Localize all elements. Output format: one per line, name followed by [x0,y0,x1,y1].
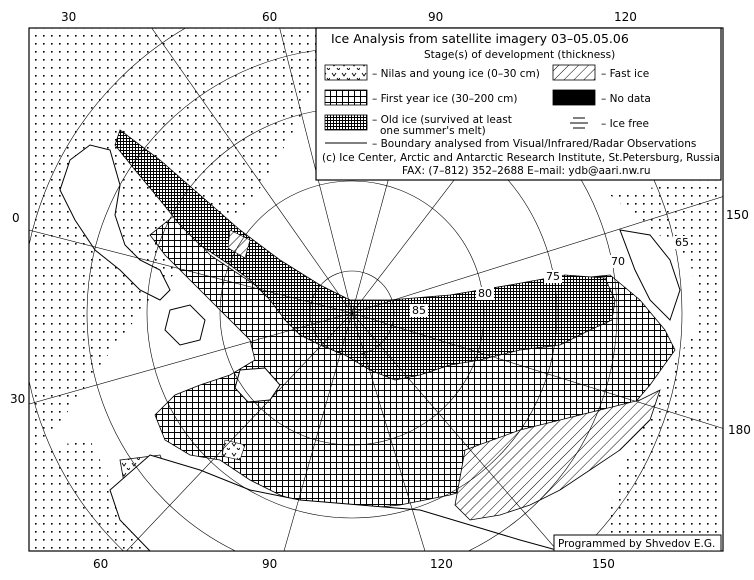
legend-item-label: – Fast ice [601,68,650,80]
legend-item-label: – Nilas and young ice (0–30 cm) [372,68,540,80]
legend-box [316,28,721,180]
legend-item-label: – Old ice (survived at least [372,114,512,126]
legend-swatch-old-ice [325,115,367,130]
legend-item-label: – First year ice (30–200 cm) [372,93,518,105]
legend-credit: (c) Ice Center, Arctic and Antarctic Research Institute, St.Petersburg, Russia [322,152,720,164]
lat-label: 80 [478,287,492,300]
lat-label: 75 [546,270,560,283]
lon-label: 0 [12,211,20,225]
lat-label: 85 [412,304,426,317]
legend-swatch-nilas [325,65,367,80]
lon-label: 150 [726,208,749,222]
programmer-credit [554,535,721,551]
lon-label: 150 [592,557,615,571]
legend-subtitle: Stage(s) of development (thickness) [424,49,616,61]
legend-boundary-label: – Boundary analysed from Visual/Infrared/Radar Observations [372,138,697,150]
legend-swatch-no-data [553,90,595,105]
lon-label: 60 [262,10,278,24]
legend-item-label-cont: one summer's melt) [380,125,486,137]
legend-item-label: – No data [601,93,651,105]
lon-label: 90 [428,10,444,24]
legend-item-label: – Ice free [601,118,649,130]
legend-contact: FAX: (7–812) 352–2688 E–mail: ydb@aari.nw.ru [402,165,651,177]
lat-label: 65 [675,236,689,249]
lon-label: 120 [430,557,453,571]
lon-label: 90 [262,557,278,571]
lon-label: 120 [614,10,637,24]
lon-label: 180 [728,423,751,437]
legend-swatch-fast-ice [553,65,595,80]
lat-label: 70 [611,255,625,268]
lon-label: 30 [61,10,77,24]
lon-label: 60 [93,557,109,571]
legend-swatch-first-year-ice [325,90,367,105]
lon-label: 30 [10,392,26,406]
programmer-label: Programmed by Shvedov E.G. [558,538,716,550]
legend-title: Ice Analysis from satellite imagery 03–05.05.06 [331,31,629,46]
